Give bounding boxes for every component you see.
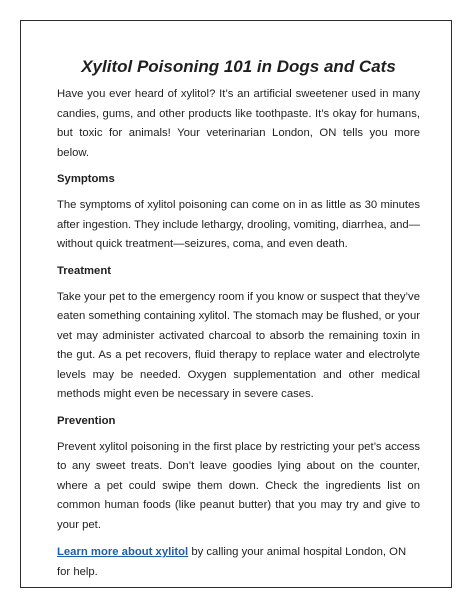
symptoms-paragraph: The symptoms of xylitol poisoning can come on in as little as 30 minutes after ingestion. They include lethargy, drooling, vomiting, diarrhea, and—without quick treatment—seizures, coma, and even death. (57, 199, 420, 250)
closing-paragraph (57, 543, 420, 582)
treatment-paragraph: Take your pet to the emergency room if you know or suspect that they’ve eaten something containing xylitol. The stomach may be flushed, or your vet may administer activated charcoal to absorb the remaining toxin in the gut. As a pet recovers, fluid therapy to replace water and electrolyte levels may be needed. Oxygen supplementation and other medical methods might even be necessary in severe cases. (57, 290, 420, 400)
intro-paragraph: Have you ever heard of xylitol? It’s an artificial sweetener used in many candies, gums, and other products like toothpaste. It’s okay for humans, but toxic for animals! Your veterinarian London, ON tells you more below. (57, 88, 420, 159)
document-title: Xylitol Poisoning 101 in Dogs and Cats (81, 57, 396, 76)
closing-text: by calling your animal hospital London, ON for help. (57, 546, 407, 578)
document-body (57, 57, 420, 590)
prevention-heading: Prevention (57, 414, 116, 427)
prevention-paragraph: Prevent xylitol poisoning in the first place by restricting your pet’s access to any sweet treats. Don’t leave goodies lying about on the counter, where a pet could swipe them down. Check the ingredients list on common human foods (like peanut butter) that you may try and give to your pet. (57, 440, 420, 531)
treatment-heading: Treatment (57, 264, 111, 277)
symptoms-heading: Symptoms (57, 173, 115, 185)
learn-more-link[interactable]: Learn more about xylitol (57, 546, 189, 558)
